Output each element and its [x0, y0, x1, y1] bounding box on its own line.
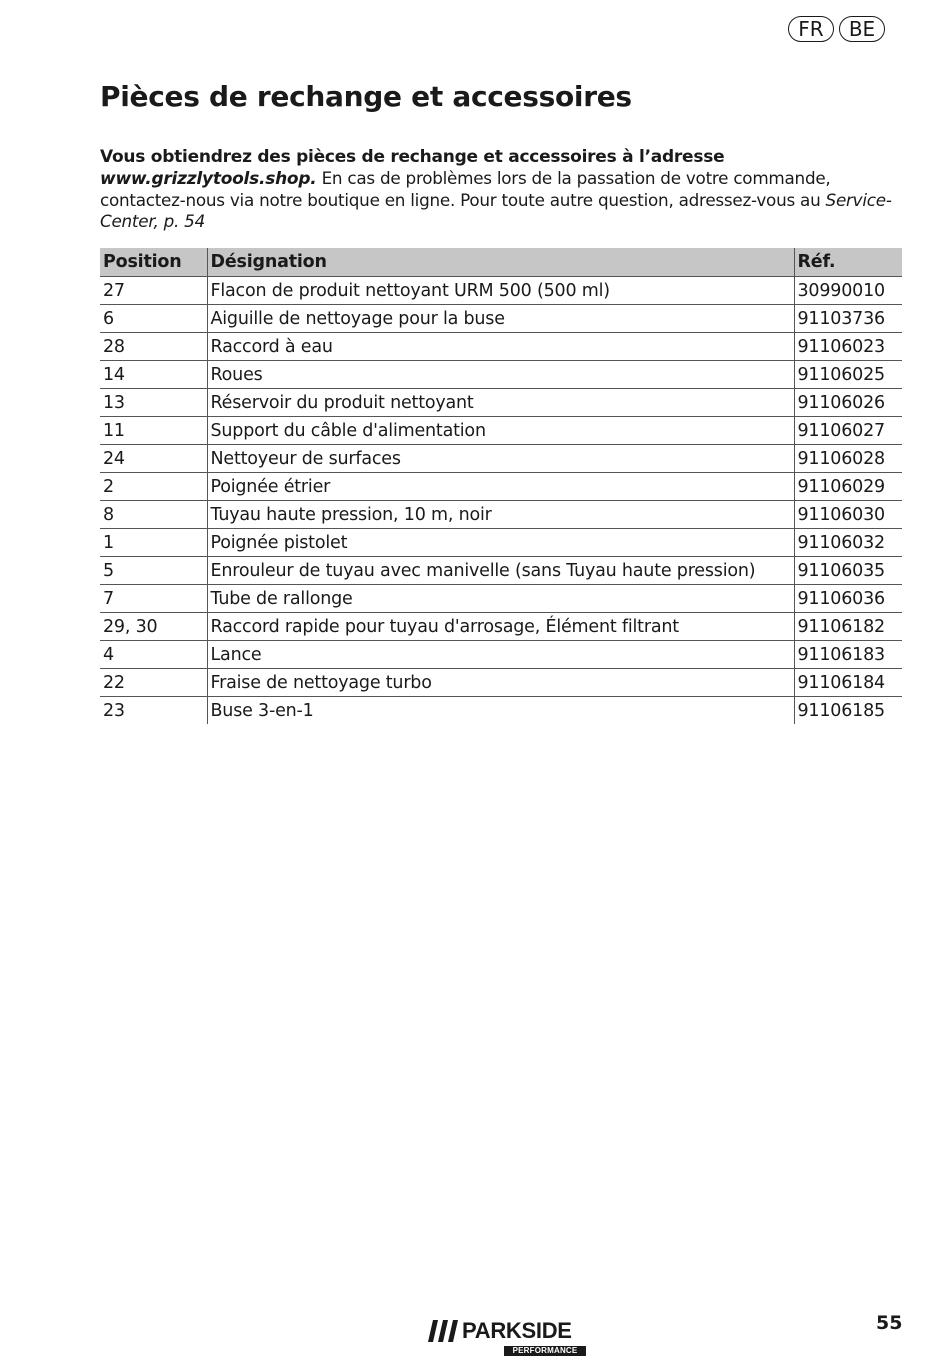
cell-designation: Raccord rapide pour tuyau d'arrosage, Élément filtrant [207, 613, 794, 641]
cell-ref: 91106025 [794, 361, 902, 389]
cell-ref: 91106036 [794, 585, 902, 613]
cell-designation: Tube de rallonge [207, 585, 794, 613]
cell-ref: 30990010 [794, 277, 902, 305]
intro-bold-line: Vous obtiendrez des pièces de rechange et accessoires à l’adresse [100, 147, 725, 167]
intro-text: En cas de problèmes lors de la passation de votre commande, contactez-nous via notre boutique en ligne. Pour toute autre question, adressez-vous au [100, 168, 831, 210]
table-row [100, 669, 902, 697]
language-badges [788, 16, 885, 42]
cell-designation: Roues [207, 361, 794, 389]
cell-designation: Raccord à eau [207, 333, 794, 361]
table-row [100, 277, 902, 305]
language-badge-be: BE [839, 16, 885, 42]
cell-ref: 91106035 [794, 557, 902, 585]
brand-subline: PERFORMANCE [504, 1346, 586, 1356]
table-body [100, 277, 902, 725]
cell-designation: Poignée étrier [207, 473, 794, 501]
brand-name: PARKSIDE [462, 1318, 572, 1343]
cell-ref: 91106026 [794, 389, 902, 417]
cell-designation: Tuyau haute pression, 10 m, noir [207, 501, 794, 529]
page-title: Pièces de rechange et accessoires [100, 80, 632, 113]
cell-ref: 91106032 [794, 529, 902, 557]
cell-designation: Flacon de produit nettoyant URM 500 (500 ml) [207, 277, 794, 305]
table-row [100, 585, 902, 613]
table-row [100, 389, 902, 417]
cell-ref: 91106184 [794, 669, 902, 697]
cell-position: 1 [100, 529, 207, 557]
table-row [100, 557, 902, 585]
cell-designation: Lance [207, 641, 794, 669]
table-row [100, 445, 902, 473]
cell-designation: Poignée pistolet [207, 529, 794, 557]
shop-url: www.grizzlytools.shop. [100, 169, 317, 189]
logo-stripes-icon [428, 1320, 460, 1342]
cell-ref: 91106183 [794, 641, 902, 669]
cell-designation: Fraise de nettoyage turbo [207, 669, 794, 697]
cell-ref: 91106030 [794, 501, 902, 529]
spare-parts-table [100, 248, 902, 724]
intro-paragraph [100, 146, 906, 232]
cell-ref: 91106182 [794, 613, 902, 641]
cell-ref: 91106023 [794, 333, 902, 361]
table-row [100, 417, 902, 445]
table-header-row [100, 248, 902, 277]
cell-ref: 91106028 [794, 445, 902, 473]
cell-position: 14 [100, 361, 207, 389]
cell-designation: Support du câble d'alimentation [207, 417, 794, 445]
table-row [100, 697, 902, 725]
parkside-logo [428, 1318, 588, 1358]
cell-designation: Réservoir du produit nettoyant [207, 389, 794, 417]
page-number: 55 [876, 1312, 903, 1334]
cell-position: 6 [100, 305, 207, 333]
table-row [100, 305, 902, 333]
cell-position: 24 [100, 445, 207, 473]
language-badge-fr: FR [788, 16, 834, 42]
cell-designation: Nettoyeur de surfaces [207, 445, 794, 473]
cell-position: 5 [100, 557, 207, 585]
cell-position: 2 [100, 473, 207, 501]
cell-position: 22 [100, 669, 207, 697]
service-center-ref: Service-Center, p. 54 [100, 190, 892, 231]
header-ref: Réf. [794, 248, 902, 277]
cell-position: 27 [100, 277, 207, 305]
cell-position: 29, 30 [100, 613, 207, 641]
cell-position: 8 [100, 501, 207, 529]
cell-position: 11 [100, 417, 207, 445]
cell-designation: Buse 3-en-1 [207, 697, 794, 725]
cell-position: 4 [100, 641, 207, 669]
table-row [100, 613, 902, 641]
cell-designation: Enrouleur de tuyau avec manivelle (sans Tuyau haute pression) [207, 557, 794, 585]
header-designation: Désignation [207, 248, 794, 277]
cell-position: 13 [100, 389, 207, 417]
table-row [100, 333, 902, 361]
cell-position: 23 [103, 700, 125, 721]
header-position: Position [100, 248, 207, 277]
cell-ref: 91106185 [794, 697, 902, 725]
cell-designation: Aiguille de nettoyage pour la buse [207, 305, 794, 333]
cell-position: 7 [100, 585, 207, 613]
table-row [100, 361, 902, 389]
cell-ref: 91106029 [794, 473, 902, 501]
cell-ref: 91106027 [794, 417, 902, 445]
table-row [100, 501, 902, 529]
table-row [100, 641, 902, 669]
cell-ref: 91103736 [794, 305, 902, 333]
cell-position: 28 [100, 333, 207, 361]
table-row [100, 473, 902, 501]
table-row [100, 529, 902, 557]
